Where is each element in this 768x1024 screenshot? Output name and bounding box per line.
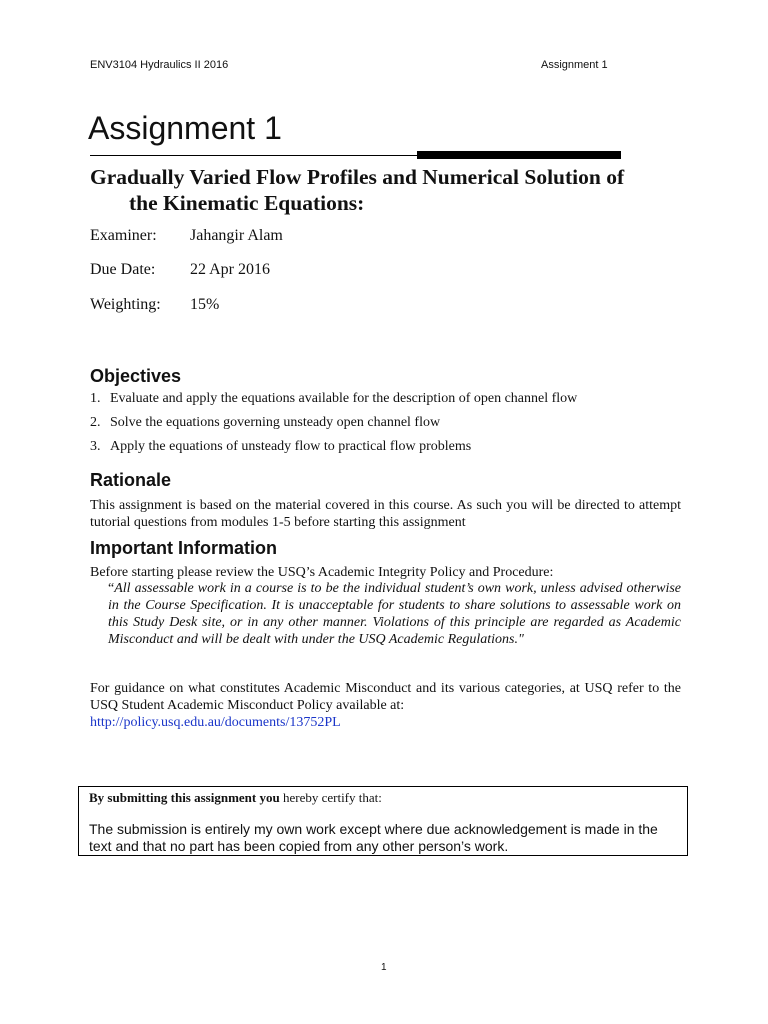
objective-number: 2. — [90, 415, 101, 430]
meta-label: Examiner: — [90, 227, 157, 244]
assignment-subtitle — [90, 164, 700, 216]
title-rule-thin — [90, 155, 417, 156]
subtitle-line-2: the Kinematic Equations: — [129, 191, 365, 215]
rationale-text: This assignment is based on the material covered in this course. As such you will be directed to attempt tutorial questions from modules 1-5 before starting this assignment — [90, 498, 681, 530]
meta-weighting — [90, 296, 219, 314]
objective-item — [90, 391, 577, 407]
meta-value: 15% — [190, 296, 220, 313]
meta-label: Due Date: — [90, 261, 156, 278]
integrity-quote — [108, 580, 681, 648]
page-number: 1 — [381, 962, 387, 973]
certification-statement: The submission is entirely my own work except where due acknowledgement is made in the text and that no part has been copied from any other person’s work. — [89, 821, 658, 854]
rationale-heading: Rationale — [90, 470, 172, 490]
meta-label: Weighting: — [90, 296, 161, 313]
objective-item — [90, 439, 471, 455]
certification-heading — [89, 790, 382, 806]
quote-open-mark: “ — [108, 581, 115, 596]
subtitle-line-1: Gradually Varied Flow Profiles and Numerical Solution of — [90, 165, 625, 189]
meta-value: Jahangir Alam — [190, 227, 283, 244]
important-info-intro: Before starting please review the USQ’s Academic Integrity Policy and Procedure: — [90, 565, 554, 580]
running-header-assignment: Assignment 1 — [541, 59, 608, 71]
meta-due-date — [90, 261, 270, 279]
meta-examiner — [90, 227, 283, 245]
objective-text: Solve the equations governing unsteady open channel flow — [110, 415, 441, 430]
running-header-course: ENV3104 Hydraulics II 2016 — [90, 59, 229, 71]
objective-text: Apply the equations of unsteady flow to practical flow problems — [110, 439, 472, 454]
important-info-heading: Important Information — [90, 538, 277, 558]
objective-item — [90, 415, 440, 431]
misconduct-guidance — [90, 680, 681, 731]
certification-box — [78, 786, 688, 856]
policy-link[interactable]: http://policy.usq.edu.au/documents/13752PL — [90, 715, 341, 730]
certification-bold: By submitting this assignment you — [89, 790, 280, 805]
title-rule-thick — [417, 151, 621, 159]
page-title: Assignment 1 — [88, 110, 282, 146]
certification-rest: hereby certify that: — [282, 790, 382, 805]
objective-text: Evaluate and apply the equations available for the description of open channel flow — [110, 391, 578, 406]
guidance-text: For guidance on what constitutes Academic Misconduct and its various categories, at USQ refer to the USQ Student Academic Misconduct Policy available at: — [90, 681, 681, 713]
quote-text: All assessable work in a course is to be the individual student’s own work, unless advised otherwise in the Course Specification. It is unacceptable for students to share solutions to assessable work on this Study Desk site, or in any other manner. Violations of this principle are regarded as Academic Misconduct and will be dealt with under the USQ Academic Regulations." — [108, 581, 681, 647]
objective-number: 1. — [90, 391, 101, 406]
objective-number: 3. — [90, 439, 101, 454]
meta-value: 22 Apr 2016 — [190, 261, 270, 278]
objectives-heading: Objectives — [90, 366, 182, 386]
